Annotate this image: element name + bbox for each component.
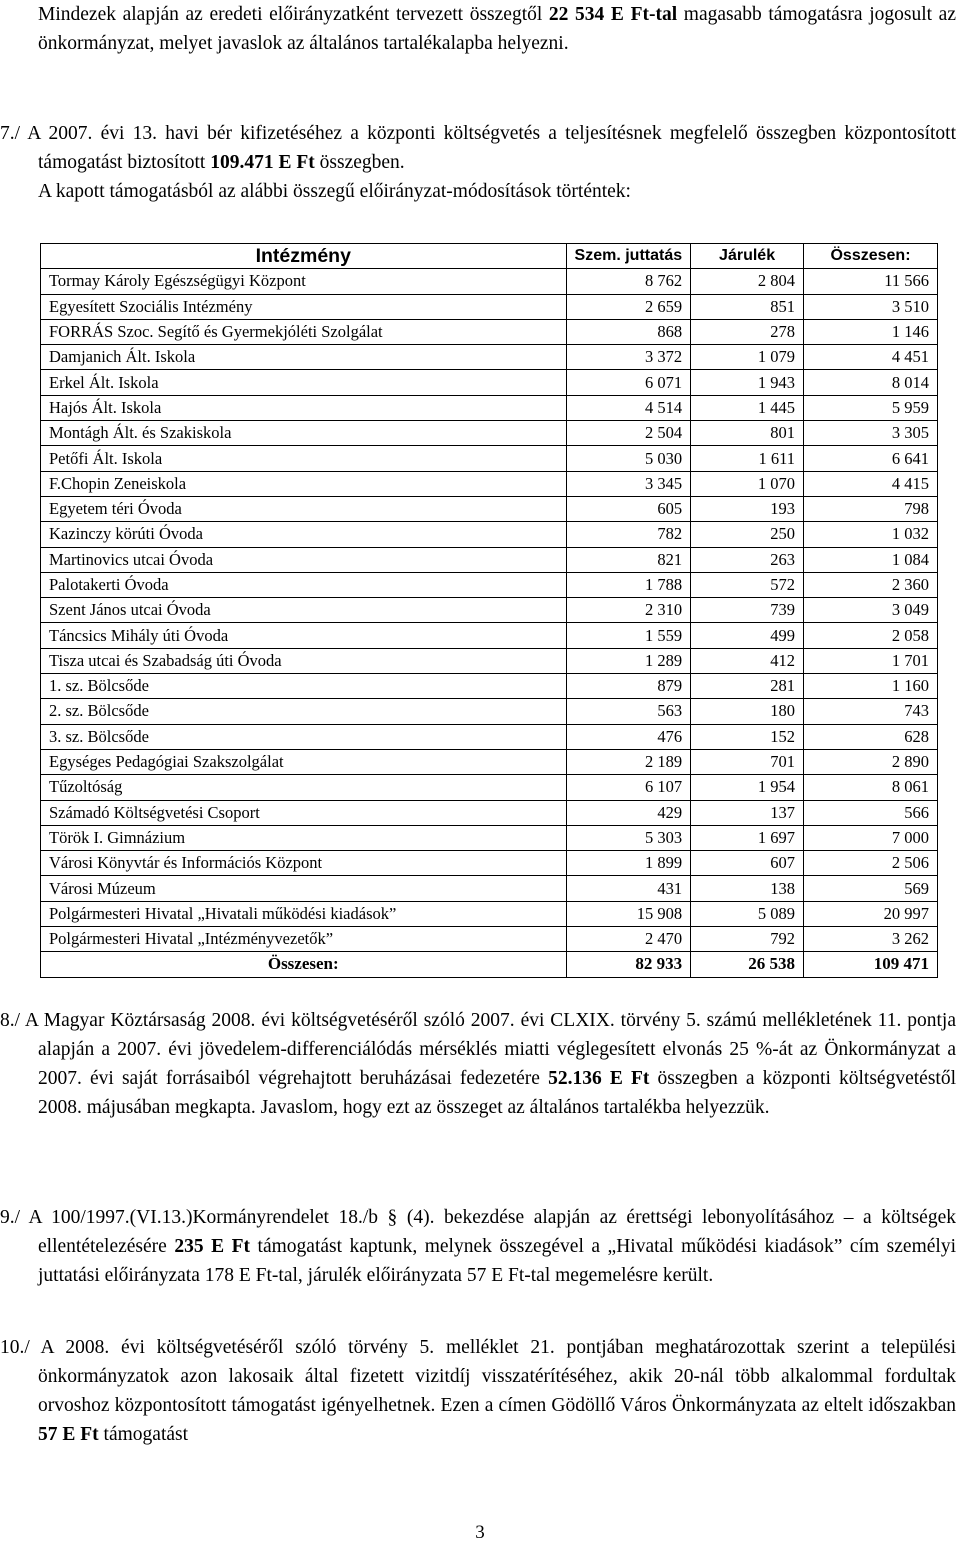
table-row (41, 547, 938, 572)
header-personal: Szem. juttatás (566, 244, 691, 269)
cell-personal: 5 030 (566, 446, 691, 471)
table-row (41, 876, 938, 901)
cell-personal: 2 659 (566, 294, 691, 319)
cell-institution: Városi Könyvtár és Információs Központ (41, 851, 567, 876)
cell-total: 3 305 (804, 421, 938, 446)
cell-institution: Damjanich Ált. Iskola (41, 345, 567, 370)
cell-contribution: 138 (691, 876, 804, 901)
cell-institution: Egységes Pedagógiai Szakszolgálat (41, 749, 567, 774)
cell-institution: Polgármesteri Hivatal „Hivatali működési kiadások” (41, 901, 567, 926)
cell-personal: 1 559 (566, 623, 691, 648)
cell-contribution: 792 (691, 927, 804, 952)
cell-total: 4 451 (804, 345, 938, 370)
cell-total: 7 000 (804, 825, 938, 850)
cell-contribution: 1 943 (691, 370, 804, 395)
table-row (41, 800, 938, 825)
cell-contribution: 412 (691, 648, 804, 673)
header-total: Összesen: (804, 244, 938, 269)
cell-personal: 879 (566, 674, 691, 699)
table-row (41, 775, 938, 800)
cell-personal: 1 788 (566, 572, 691, 597)
cell-personal: 2 504 (566, 421, 691, 446)
cell-contribution: 801 (691, 421, 804, 446)
cell-institution: Számadó Költségvetési Csoport (41, 800, 567, 825)
cell-personal: 2 189 (566, 749, 691, 774)
table-header-row (41, 244, 938, 269)
cell-total: 3 510 (804, 294, 938, 319)
cell-personal: 15 908 (566, 901, 691, 926)
cell-total: 8 014 (804, 370, 938, 395)
cell-total: 2 360 (804, 572, 938, 597)
text-segment: támogatást (98, 1424, 189, 1445)
cell-personal: 8 762 (566, 269, 691, 294)
cell-contribution: 278 (691, 319, 804, 344)
cell-contribution: 1 611 (691, 446, 804, 471)
cell-contribution: 572 (691, 572, 804, 597)
cell-institution: Egyesített Szociális Intézmény (41, 294, 567, 319)
paragraph-8 (0, 1006, 956, 1122)
cell-total: 8 061 (804, 775, 938, 800)
cell-personal: 4 514 (566, 395, 691, 420)
text-segment: A Magyar Köztársaság 2008. évi költségvetéséről szóló 2007. évi CLXIX. törvény 5. számú mellékletének 11. pontja alapján a 2007. évi jövedelem-differenciálódás mérséklés miatti véglegesített elvonás 25 %-át az Önkormányzat a 2007. évi saját forrásaiból végrehajtott beruházásai fedezetére (20, 1010, 956, 1089)
cell-personal: 605 (566, 496, 691, 521)
cell-contribution: 739 (691, 598, 804, 623)
cell-contribution: 193 (691, 496, 804, 521)
cell-personal: 782 (566, 522, 691, 547)
cell-contribution: 499 (691, 623, 804, 648)
cell-institution: Török I. Gimnázium (41, 825, 567, 850)
text-segment: összegben. (314, 152, 405, 173)
cell-personal: 5 303 (566, 825, 691, 850)
cell-institution: Polgármesteri Hivatal „Intézményvezetők” (41, 927, 567, 952)
cell-contribution: 137 (691, 800, 804, 825)
table-row (41, 927, 938, 952)
cell-personal: 431 (566, 876, 691, 901)
cell-institution: Kazinczy körúti Óvoda (41, 522, 567, 547)
cell-total: 628 (804, 724, 938, 749)
table-row (41, 901, 938, 926)
table-row (41, 395, 938, 420)
cell-personal: 429 (566, 800, 691, 825)
cell-personal: 2 310 (566, 598, 691, 623)
cell-total: 1 146 (804, 319, 938, 344)
cell-institution: FORRÁS Szoc. Segítő és Gyermekjóléti Szolgálat (41, 319, 567, 344)
table-row (41, 674, 938, 699)
paragraph-number: 10./ (0, 1337, 30, 1358)
table-row (41, 648, 938, 673)
cell-total: 743 (804, 699, 938, 724)
cell-contribution: 851 (691, 294, 804, 319)
text-segment: Mindezek alapján az eredeti előirányzatként tervezett összegtől (38, 4, 549, 25)
paragraph-number: 8./ (0, 1010, 21, 1031)
cell-personal: 6 107 (566, 775, 691, 800)
cell-contribution: 281 (691, 674, 804, 699)
table-row (41, 699, 938, 724)
cell-total: 1 084 (804, 547, 938, 572)
cell-total: 1 701 (804, 648, 938, 673)
cell-personal: 1 899 (566, 851, 691, 876)
cell-total: 798 (804, 496, 938, 521)
cell-personal: 868 (566, 319, 691, 344)
amount-bold: 57 E Ft (38, 1424, 99, 1445)
table-row (41, 724, 938, 749)
cell-institution: 1. sz. Bölcsőde (41, 674, 567, 699)
cell-institution: Egyetem téri Óvoda (41, 496, 567, 521)
cell-personal: 1 289 (566, 648, 691, 673)
cell-total: 3 049 (804, 598, 938, 623)
cell-institution: Tormay Károly Egészségügyi Központ (41, 269, 567, 294)
cell-contribution: 2 804 (691, 269, 804, 294)
cell-total: 5 959 (804, 395, 938, 420)
cell-contribution: 1 070 (691, 471, 804, 496)
text-segment: A kapott támogatásból az alábbi összegű előirányzat-módosítások történtek: (38, 181, 631, 202)
cell-total: 2 058 (804, 623, 938, 648)
header-institution: Intézmény (41, 244, 567, 269)
cell-total: 1 032 (804, 522, 938, 547)
cell-institution: Martinovics utcai Óvoda (41, 547, 567, 572)
table-row (41, 345, 938, 370)
cell-institution: 3. sz. Bölcsőde (41, 724, 567, 749)
table-row (41, 471, 938, 496)
cell-contribution: 250 (691, 522, 804, 547)
table-row (41, 851, 938, 876)
cell-total: 569 (804, 876, 938, 901)
paragraph-number: 9./ (0, 1207, 21, 1228)
paragraph-number: 7./ (0, 123, 21, 144)
cell-contribution: 5 089 (691, 901, 804, 926)
cell-institution: Városi Múzeum (41, 876, 567, 901)
cell-institution: Táncsics Mihály úti Óvoda (41, 623, 567, 648)
cell-total: 20 997 (804, 901, 938, 926)
cell-contribution: 1 697 (691, 825, 804, 850)
cell-institution: Tűzoltóság (41, 775, 567, 800)
table-row (41, 446, 938, 471)
cell-total: 2 506 (804, 851, 938, 876)
cell-institution: Tisza utcai és Szabadság úti Óvoda (41, 648, 567, 673)
paragraph-10 (0, 1333, 956, 1449)
paragraph-7 (0, 119, 956, 206)
page-number: 3 (475, 1522, 485, 1543)
table-row (41, 421, 938, 446)
cell-personal: 2 470 (566, 927, 691, 952)
cell-total: 566 (804, 800, 938, 825)
amount-bold: 109.471 E Ft (210, 152, 315, 173)
total-contribution: 26 538 (691, 952, 804, 977)
table-row (41, 598, 938, 623)
total-label: Összesen: (41, 952, 567, 977)
cell-institution: 2. sz. Bölcsőde (41, 699, 567, 724)
cell-contribution: 607 (691, 851, 804, 876)
cell-institution: Montágh Ált. és Szakiskola (41, 421, 567, 446)
cell-institution: Szent János utcai Óvoda (41, 598, 567, 623)
table-row (41, 572, 938, 597)
cell-personal: 3 372 (566, 345, 691, 370)
table-row (41, 294, 938, 319)
cell-total: 4 415 (804, 471, 938, 496)
cell-contribution: 701 (691, 749, 804, 774)
cell-institution: Erkel Ált. Iskola (41, 370, 567, 395)
text-segment: támogatást kaptunk, melynek összegével a „Hivatal működési kiadások” cím személyi juttatási előirányzata 178 E Ft-tal, járulék előirányzata 57 E Ft-tal megemelésre került. (38, 1236, 956, 1286)
table-row (41, 522, 938, 547)
table-row (41, 496, 938, 521)
cell-contribution: 1 954 (691, 775, 804, 800)
table-row (41, 319, 938, 344)
table-total-row (41, 952, 938, 977)
table-row (41, 749, 938, 774)
cell-contribution: 180 (691, 699, 804, 724)
cell-institution: Petőfi Ált. Iskola (41, 446, 567, 471)
cell-contribution: 1 445 (691, 395, 804, 420)
cell-contribution: 263 (691, 547, 804, 572)
paragraph-9 (0, 1203, 956, 1290)
amount-bold: 52.136 E Ft (548, 1068, 650, 1089)
table-row (41, 370, 938, 395)
table-row (41, 623, 938, 648)
cell-total: 11 566 (804, 269, 938, 294)
table-row (41, 825, 938, 850)
cell-total: 6 641 (804, 446, 938, 471)
amount-bold: 235 E Ft (174, 1236, 251, 1257)
text-segment: magasabb támogatásra jogosult az önkormányzat, melyet javaslok az általános tartalékalapba helyezni. (38, 4, 956, 54)
cell-institution: Hajós Ált. Iskola (41, 395, 567, 420)
text-segment: összegben a központi költségvetéstől 2008. májusában megkapta. Javaslom, hogy ezt az összeget az általános tartalékba helyezzük. (38, 1068, 956, 1118)
allocation-table (40, 243, 938, 978)
cell-total: 3 262 (804, 927, 938, 952)
table-row (41, 269, 938, 294)
cell-personal: 6 071 (566, 370, 691, 395)
cell-contribution: 1 079 (691, 345, 804, 370)
cell-total: 1 160 (804, 674, 938, 699)
amount-bold: 22 534 E Ft-tal (548, 4, 678, 25)
text-segment: A 2008. évi költségvetéséről szóló törvény 5. melléklet 21. pontjában meghatározottak szerint a települési önkormányzatok azon lakosaik által fizetett vizitdíj visszatérítéséhez, akik 20-nál több alkalommal fordultak orvoshoz központosított támogatást igényelhetnek. Ezen a címen Gödöllő Város Önkormányzata az eltelt időszakban (29, 1337, 956, 1416)
cell-personal: 821 (566, 547, 691, 572)
cell-personal: 476 (566, 724, 691, 749)
paragraph-summary (38, 0, 956, 58)
header-contribution: Járulék (691, 244, 804, 269)
total-sum: 109 471 (804, 952, 938, 977)
total-personal: 82 933 (566, 952, 691, 977)
cell-total: 2 890 (804, 749, 938, 774)
cell-contribution: 152 (691, 724, 804, 749)
cell-personal: 563 (566, 699, 691, 724)
cell-institution: Palotakerti Óvoda (41, 572, 567, 597)
cell-personal: 3 345 (566, 471, 691, 496)
text-segment: A 2007. évi 13. havi bér kifizetéséhez a központi költségvetés a teljesítésnek megfelelő összegben központosított támogatást biztosított (20, 123, 956, 173)
cell-institution: F.Chopin Zeneiskola (41, 471, 567, 496)
text-segment: A 100/1997.(VI.13.)Kormányrendelet 18./b § (4). bekezdése alapján az érettségi lebonyolításához – a költségek ellentételezésére (20, 1207, 956, 1257)
